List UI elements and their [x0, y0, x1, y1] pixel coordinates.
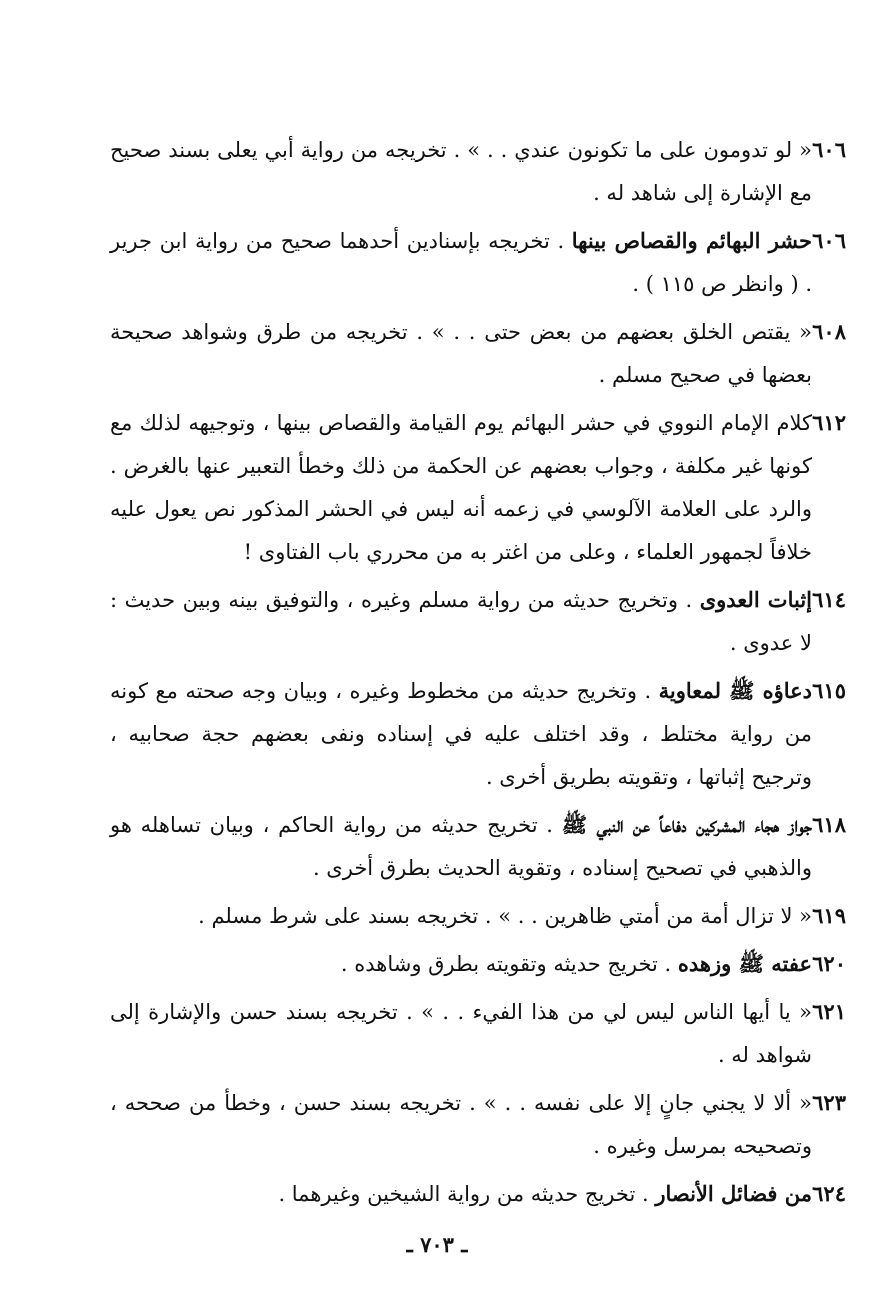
page-ref-number: ٦٠٨ [812, 319, 846, 344]
index-entry [110, 894, 846, 938]
entry-text [110, 1172, 812, 1216]
entry-heading: حشر البهائم والقصاص بينها [571, 228, 812, 253]
page-ref-number: ٦٢٠ [812, 951, 846, 976]
index-entry [110, 219, 846, 306]
entry-text [110, 578, 812, 665]
page-ref-number: ٦١٤ [812, 587, 846, 612]
entry-heading: إثبات العدوى [699, 587, 812, 612]
entry-heading: عفته ﷺ وزهده [677, 951, 812, 976]
page-ref-number: ٦١٢ [812, 410, 846, 435]
page-ref-number: ٦٢٣ [812, 1090, 846, 1115]
entry-heading: من فضائل الأنصار [655, 1181, 812, 1206]
entry-text [110, 310, 812, 397]
index-entry [110, 310, 846, 397]
index-entry [110, 942, 846, 986]
entry-description: . تخريج حديثه وتقويته بطرق وشاهده . [340, 952, 678, 976]
entry-text [110, 1081, 812, 1168]
index-entry [110, 669, 846, 799]
entry-description: . وتخريج حديثه من رواية مسلم وغيره ، والتوفيق بينه وبين حديث : لا عدوى . [110, 588, 812, 655]
entry-description: « لا تزال أمة من أمتي ظاهرين . . » . تخريجه بسند على شرط مسلم . [198, 904, 812, 928]
index-entry [110, 1172, 846, 1216]
entry-text [110, 669, 812, 799]
entry-text [110, 990, 812, 1077]
entry-description: كلام الإمام النووي في حشر البهائم يوم القيامة والقصاص بينها ، وتوجيهه لذلك مع كونها غير مكلفة ، وجواب بعضهم عن الحكمة من ذلك وخطأ التعبير عنها بالغرض . والرد على العلامة الآلوسي في زعمه أنه ليس في الحشر المذكور نص يعول عليه خلافاً لجمهور العلماء ، وعلى من اغتر به من محرري باب الفتاوى ! [110, 411, 812, 564]
entry-description: . تخريج حديثه من رواية الشيخين وغيرهما . [278, 1182, 656, 1206]
index-entry [110, 578, 846, 665]
index-page [110, 128, 846, 1220]
entry-description: . تخريجه بإسنادين أحدهما صحيح من رواية ابن جرير . ( وانظر ص ١١٥ ) . [110, 229, 812, 296]
entry-text [110, 128, 812, 215]
entry-heading: جواز هجاء المشركين دفاعاً عن النبي ﷺ [561, 812, 812, 837]
page-number: ـ ٧٠٣ ـ [406, 1232, 468, 1257]
index-entry [110, 401, 846, 574]
entry-description: « لو تدومون على ما تكونون عندي . . » . تخريجه من رواية أبي يعلى بسند صحيح مع الإشارة إلى شاهد له . [110, 138, 812, 205]
entry-text [110, 803, 812, 890]
index-entry [110, 1081, 846, 1168]
page-ref-number: ٦١٥ [812, 678, 846, 703]
entry-text [110, 942, 812, 986]
page-ref-number: ٦٢١ [812, 999, 846, 1024]
entry-description: . وتخريج حديثه من مخطوط وغيره ، وبيان وجه صحته مع كونه من رواية مختلط ، وقد اختلف عليه في إسناده ونفى بعضهم حجة صحابيه ، وترجيح إثباتها ، وتقويته بطريق أخرى . [110, 679, 812, 789]
page-ref-number: ٦٢٤ [812, 1181, 846, 1206]
page-ref-number: ٦١٨ [812, 812, 846, 837]
entry-description: « يا أيها الناس ليس لي من هذا الفيء . . » . تخريجه بسند حسن والإشارة إلى شواهد له . [110, 1000, 812, 1067]
entry-text [110, 894, 812, 938]
entry-heading: دعاؤه ﷺ لمعاوية [658, 678, 812, 703]
page-ref-number: ٦١٩ [812, 903, 846, 928]
page-ref-number: ٦٠٦ [812, 137, 846, 162]
entry-text [110, 401, 812, 574]
index-entry [110, 128, 846, 215]
entry-description: « ألا لا يجني جانٍ إلا على نفسه . . » . تخريجه بسند حسن ، وخطأ من صححه ، وتصحيحه بمرسل وغيره . [110, 1091, 812, 1158]
page-ref-number: ٦٠٦ [812, 228, 846, 253]
index-entry [110, 803, 846, 890]
index-entry [110, 990, 846, 1077]
entry-description: « يقتص الخلق بعضهم من بعض حتى . . » . تخريجه من طرق وشواهد صحيحة بعضها في صحيح مسلم . [110, 320, 812, 387]
entry-description: . تخريج حديثه من رواية الحاكم ، وبيان تساهله هو والذهبي في تصحيح إسناده ، وتقوية الحديث بطرق أخرى . [110, 813, 812, 880]
entry-text [110, 219, 812, 306]
